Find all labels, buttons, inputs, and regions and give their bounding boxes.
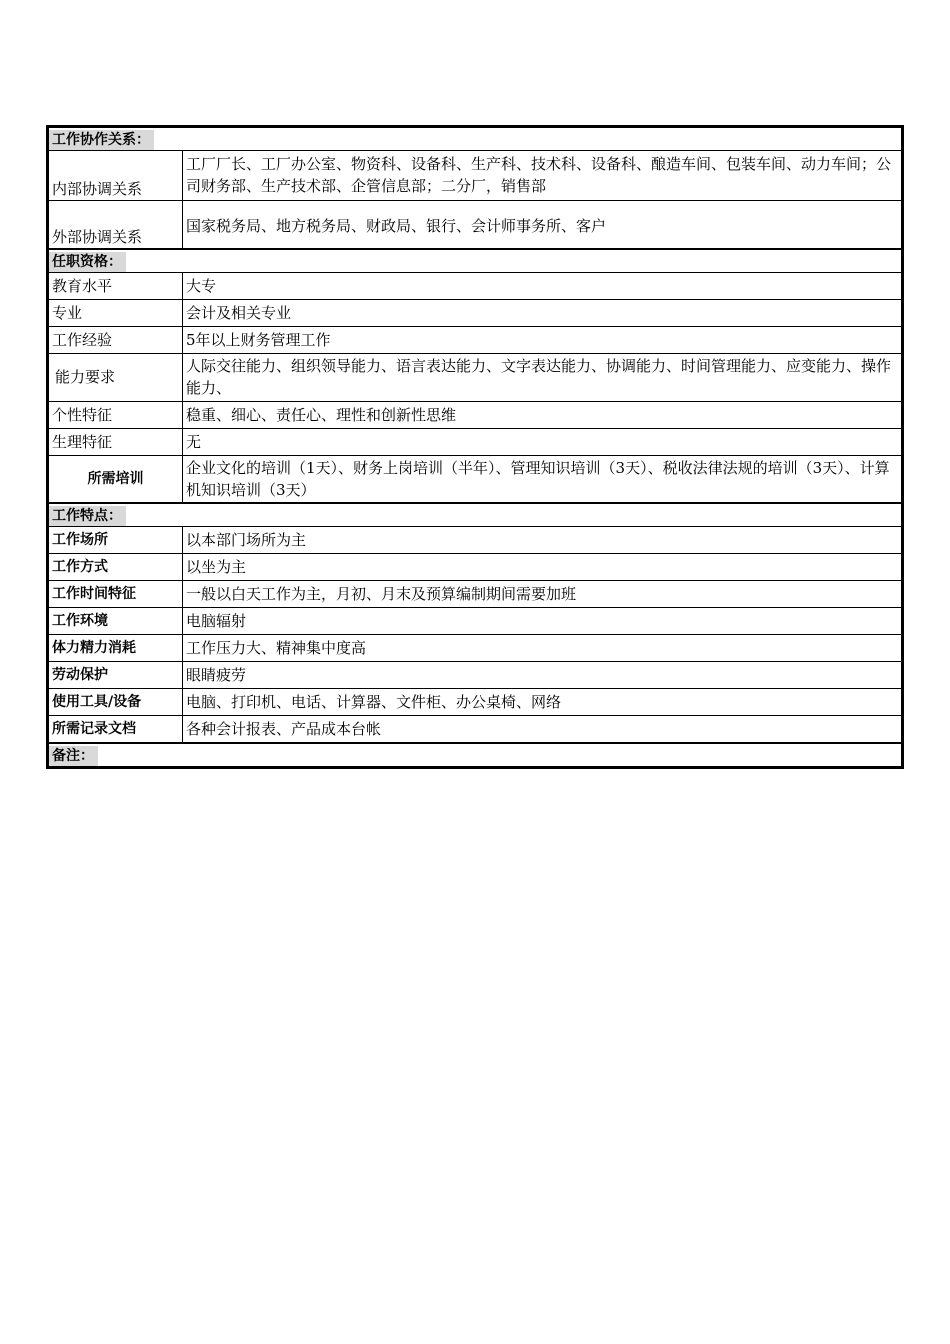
label-major: 专业 xyxy=(49,299,183,326)
label-work-time: 工作时间特征 xyxy=(49,581,183,608)
value-work-time: 一般以白天工作为主，月初、月末及预算编制期间需要加班 xyxy=(183,581,902,608)
row-physiology xyxy=(49,428,902,455)
row-work-time xyxy=(49,581,902,608)
value-labor-protection: 眼睛疲劳 xyxy=(183,662,902,689)
section-row-remarks xyxy=(49,743,902,767)
value-external-coordination: 国家税务局、地方税务局、财政局、银行、会计师事务所、客户 xyxy=(183,201,902,249)
value-training: 企业文化的培训（1天）、财务上岗培训（半年）、管理知识培训（3天）、税收法律法规的培训（3天）、计算机知识培训（3天） xyxy=(183,455,902,503)
value-education: 大专 xyxy=(183,272,902,299)
label-labor-protection: 劳动保护 xyxy=(49,662,183,689)
label-tools: 使用工具/设备 xyxy=(49,689,183,716)
label-work-mode: 工作方式 xyxy=(49,554,183,581)
section-row-qualification xyxy=(49,249,902,273)
row-documents xyxy=(49,716,902,743)
value-energy-consumption: 工作压力大、精神集中度高 xyxy=(183,635,902,662)
row-work-mode xyxy=(49,554,902,581)
section-title-job-features: 工作特点： xyxy=(49,506,126,526)
label-external-coordination: 外部协调关系 xyxy=(49,201,183,249)
section-header-cooperation xyxy=(49,128,902,151)
value-experience: 5年以上财务管理工作 xyxy=(183,326,902,353)
value-ability: 人际交往能力、组织领导能力、语言表达能力、文字表达能力、协调能力、时间管理能力、应变能力、操作能力、 xyxy=(183,353,902,401)
value-workplace: 以本部门场所为主 xyxy=(183,527,902,554)
section-title-remarks: 备注： xyxy=(49,746,98,766)
value-physiology: 无 xyxy=(183,428,902,455)
label-internal-coordination: 内部协调关系 xyxy=(49,151,183,201)
row-experience xyxy=(49,326,902,353)
section-row-job-features xyxy=(49,503,902,527)
row-work-environment xyxy=(49,608,902,635)
row-workplace xyxy=(49,527,902,554)
row-major xyxy=(49,299,902,326)
label-workplace: 工作场所 xyxy=(49,527,183,554)
row-energy-consumption xyxy=(49,635,902,662)
value-personality: 稳重、细心、责任心、理性和创新性思维 xyxy=(183,401,902,428)
row-education xyxy=(49,272,902,299)
value-internal-coordination: 工厂厂长、工厂办公室、物资科、设备科、生产科、技术科、设备科、酿造车间、包装车间、动力车间；公司财务部、生产技术部、企管信息部；二分厂，销售部 xyxy=(183,151,902,201)
label-work-environment: 工作环境 xyxy=(49,608,183,635)
section-title-cooperation: 工作协作关系： xyxy=(49,130,154,150)
section-header-job-features xyxy=(49,503,902,527)
label-ability: 能力要求 xyxy=(49,353,183,401)
section-title-qualification: 任职资格： xyxy=(49,252,126,272)
section-row-cooperation xyxy=(49,128,902,151)
label-physiology: 生理特征 xyxy=(49,428,183,455)
label-personality: 个性特征 xyxy=(49,401,183,428)
value-documents: 各种会计报表、产品成本台帐 xyxy=(183,716,902,743)
job-description-table xyxy=(46,125,904,769)
row-labor-protection xyxy=(49,662,902,689)
label-experience: 工作经验 xyxy=(49,326,183,353)
label-education: 教育水平 xyxy=(49,272,183,299)
section-header-remarks xyxy=(49,743,902,767)
label-training: 所需培训 xyxy=(49,455,183,503)
row-tools xyxy=(49,689,902,716)
value-work-environment: 电脑辐射 xyxy=(183,608,902,635)
row-training xyxy=(49,455,902,503)
section-header-qualification xyxy=(49,249,902,273)
row-internal-coordination xyxy=(49,151,902,201)
row-external-coordination xyxy=(49,201,902,249)
value-major: 会计及相关专业 xyxy=(183,299,902,326)
label-documents: 所需记录文档 xyxy=(49,716,183,743)
row-ability xyxy=(49,353,902,401)
label-energy-consumption: 体力精力消耗 xyxy=(49,635,183,662)
value-tools: 电脑、打印机、电话、计算器、文件柜、办公桌椅、网络 xyxy=(183,689,902,716)
value-work-mode: 以坐为主 xyxy=(183,554,902,581)
row-personality xyxy=(49,401,902,428)
